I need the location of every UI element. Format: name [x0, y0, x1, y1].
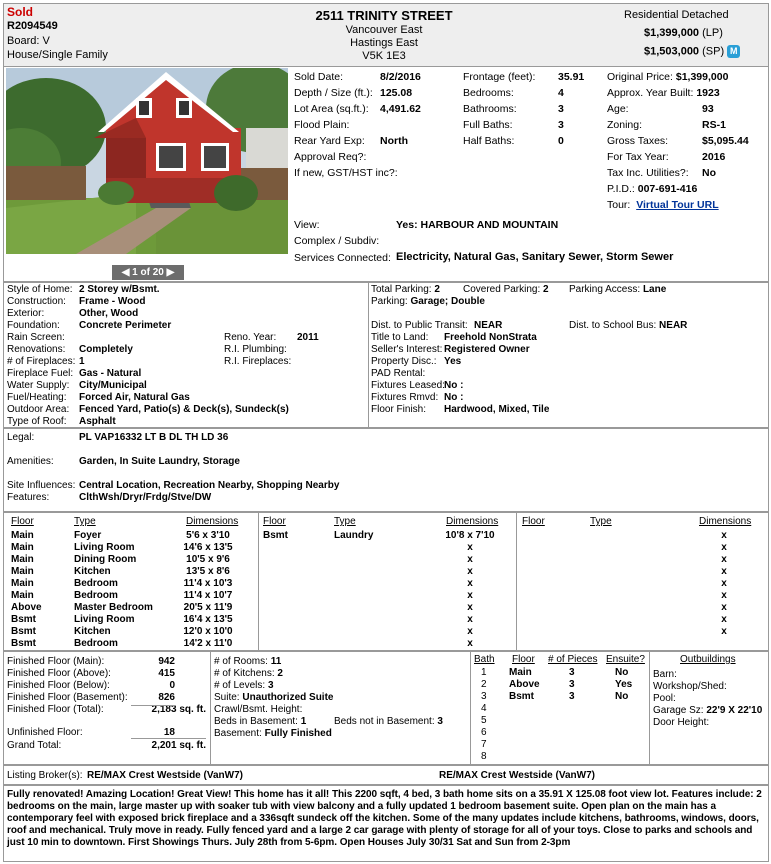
outbuildings-title: Outbuildings: [680, 654, 736, 665]
original-price-label: Original Price:: [607, 71, 673, 83]
virtual-tour-link[interactable]: Virtual Tour URL: [636, 199, 719, 211]
covered-parking: 2: [543, 284, 549, 295]
beds-basement: 1: [300, 716, 307, 727]
detail-label: Outdoor Area:: [7, 404, 70, 415]
year-built: 1923: [696, 87, 720, 99]
fixtures-rmvd-label: Fixtures Rmvd:: [371, 392, 439, 403]
room-type: Kitchen: [74, 626, 111, 637]
room-dimensions: x: [467, 614, 473, 625]
half-baths-label: Half Baths:: [463, 135, 515, 147]
room-type: Laundry: [334, 530, 374, 541]
rooms-divider-2: [516, 512, 517, 651]
mls-number: R2094549: [7, 20, 58, 32]
tax-utilities: No: [702, 167, 716, 179]
full-baths-label: Full Baths:: [463, 119, 513, 131]
area-value: 826: [158, 692, 175, 703]
bath-number: 5: [481, 715, 487, 726]
depth: 125.08: [380, 87, 413, 99]
bath-number: 7: [481, 739, 487, 750]
room-dimensions: x: [721, 590, 727, 601]
room-floor: Main: [11, 530, 34, 541]
house-image: [6, 68, 288, 254]
amenities: Garden, In Suite Laundry, Storage: [79, 456, 240, 467]
detail-label: Fuel/Heating:: [7, 392, 67, 403]
seller-interest-label: Seller's Interest:: [371, 344, 443, 355]
tax-utilities-label: Tax Inc. Utilities?:: [607, 167, 689, 179]
original-price-row: [607, 71, 728, 83]
reno-year-label: Reno. Year:: [224, 332, 277, 343]
street-address: 2511 TRINITY STREET: [315, 8, 453, 23]
school-bus: NEAR: [659, 320, 688, 331]
area-label: Finished Floor (Above):: [7, 668, 111, 679]
parking-access-label: Parking Access:: [569, 284, 641, 295]
room-floor: Bsmt: [11, 614, 37, 625]
tax-year-label: For Tax Year:: [607, 151, 669, 163]
bath-number: 3: [481, 691, 487, 702]
sold-price: $1,503,000: [644, 45, 700, 58]
sold-price-label: (SP): [702, 45, 725, 58]
school-bus-row: [569, 320, 687, 331]
amenities-label: Amenities:: [7, 456, 54, 467]
room-type: Living Room: [74, 542, 135, 553]
tax-year: 2016: [702, 151, 726, 163]
room-floor: Above: [11, 602, 42, 613]
room-dimensions: x: [721, 542, 727, 553]
beds-not-basement-label: Beds not in Basement:: [334, 716, 435, 727]
room-dimensions: 10'8 x 7'10: [445, 530, 495, 541]
gross-taxes: $5,095.44: [702, 135, 749, 147]
bath-floor: Bsmt: [509, 691, 535, 702]
rooms2-dim-header: Dimensions: [446, 516, 499, 527]
detail-label: Renovations:: [7, 344, 66, 355]
rooms2-type-header: Type: [334, 516, 356, 527]
bathrooms: 3: [558, 103, 564, 115]
city: Vancouver East: [345, 24, 423, 36]
unfinished: 18: [163, 727, 175, 738]
property-photo[interactable]: [6, 68, 288, 254]
room-dimensions: 5'6 x 3'10: [186, 530, 230, 541]
seller-interest: Registered Owner: [444, 344, 530, 355]
detail-value: Fenced Yard, Patio(s) & Deck(s), Sundeck(s): [79, 404, 289, 415]
room-dimensions: x: [721, 578, 727, 589]
room-dimensions: x: [467, 638, 473, 649]
parking-row: [371, 296, 485, 307]
parking-access-row: [569, 284, 666, 295]
room-dimensions: 11'4 x 10'3: [183, 578, 233, 589]
room-type: Living Room: [74, 614, 135, 625]
detail-label: Style of Home:: [7, 284, 73, 295]
depth-label: Depth / Size (ft.):: [294, 87, 373, 99]
sold-date: 8/2/2016: [380, 71, 421, 83]
zoning-label: Zoning:: [607, 119, 643, 131]
room-dimensions: x: [467, 602, 473, 613]
room-floor: Bsmt: [11, 626, 37, 637]
grand-total: 2,201 sq. ft.: [151, 740, 206, 751]
crawl-height-label: Crawl/Bsmt. Height:: [214, 704, 303, 715]
rooms1-type-header: Type: [74, 516, 96, 527]
legal: PL VAP16332 LT B DL TH LD 36: [79, 432, 229, 443]
bath-pieces: 3: [569, 691, 575, 702]
transit-label: Dist. to Public Transit:: [371, 320, 468, 331]
detail-label: Construction:: [7, 296, 66, 307]
room-dimensions: x: [721, 530, 727, 541]
room-type: Dining Room: [74, 554, 137, 565]
pad-rental-label: PAD Rental:: [371, 368, 426, 379]
bath-ensuite: No: [615, 667, 629, 678]
board: Board: V: [7, 35, 50, 47]
fixtures-rmvd: No :: [444, 392, 464, 403]
details-divider: [368, 282, 369, 428]
total-parking-row: [371, 284, 440, 295]
rear-yard: North: [380, 135, 408, 147]
bath-number: 4: [481, 703, 487, 714]
room-dimensions: 11'4 x 10'7: [183, 590, 233, 601]
room-dimensions: 10'5 x 9'6: [186, 554, 230, 565]
legal-label: Legal:: [7, 432, 35, 443]
title-to-land: Freehold NonStrata: [444, 332, 537, 343]
room-floor: Main: [11, 566, 34, 577]
property-disc: Yes: [444, 356, 462, 367]
bath-ensuite: Yes: [615, 679, 633, 690]
area-label: Finished Floor (Below):: [7, 680, 110, 691]
area-underline: [131, 705, 175, 706]
garage-size: 22'9 X 22'10: [706, 705, 763, 716]
original-price: $1,399,000: [675, 71, 729, 83]
room-dimensions: x: [467, 590, 473, 601]
list-price-label: (LP): [702, 27, 723, 39]
rooms-divider-1: [258, 512, 259, 651]
rooms3-type-header: Type: [590, 516, 612, 527]
room-floor: Bsmt: [11, 638, 37, 649]
detail-value: Frame - Wood: [79, 296, 146, 307]
fixtures-leased: No :: [444, 380, 464, 391]
age: 93: [702, 103, 714, 115]
garage-row: [653, 705, 762, 716]
room-dimensions: 13'5 x 8'6: [186, 566, 230, 577]
bath-floor: Main: [509, 667, 532, 678]
room-dimensions: 20'5 x 11'9: [183, 602, 233, 613]
unfinished-label: Unfinished Floor:: [7, 727, 83, 738]
workshop-label: Workshop/Shed:: [653, 681, 727, 692]
rooms1-floor-header: Floor: [11, 516, 34, 527]
room-floor: Main: [11, 554, 34, 565]
frontage: 35.91: [558, 71, 585, 83]
basement: Fully Finished: [264, 728, 332, 739]
sold-price-row: [644, 45, 740, 58]
rear-yard-label: Rear Yard Exp:: [294, 135, 365, 147]
detail-value: Completely: [79, 344, 133, 355]
listing-header: [3, 3, 769, 67]
detail-label: Water Supply:: [7, 380, 70, 391]
property-class: Residential Detached: [624, 9, 729, 21]
status-label: Sold: [7, 5, 33, 19]
detail-value: Forced Air, Natural Gas: [79, 392, 190, 403]
bath-header: Bath: [474, 654, 495, 665]
detail-label: Type of Roof:: [7, 416, 67, 427]
m-badge-icon: M: [727, 45, 740, 58]
lot-area: 4,491.62: [380, 103, 421, 115]
rooms-count-row: [214, 656, 281, 667]
gst-label: If new, GST/HST inc?:: [294, 167, 398, 179]
bath-number: 6: [481, 727, 487, 738]
area: Hastings East: [350, 37, 418, 49]
area-divider-1: [210, 651, 211, 765]
kitchens-label: # of Kitchens:: [214, 668, 275, 679]
frontage-label: Frontage (feet):: [463, 71, 536, 83]
rooms3-floor-header: Floor: [522, 516, 545, 527]
detail-value: City/Municipal: [79, 380, 147, 391]
rooms2-floor-header: Floor: [263, 516, 286, 527]
basement-row: [214, 728, 332, 739]
area-value: 942: [158, 656, 175, 667]
transit: NEAR: [474, 320, 503, 331]
reno-year: 2011: [297, 332, 319, 343]
bedrooms: 4: [558, 87, 564, 99]
ri-fireplaces-label: R.I. Fireplaces:: [224, 356, 292, 367]
bath-pieces: 3: [569, 679, 575, 690]
year-built-row: [607, 87, 720, 99]
services-label: Services Connected:: [294, 252, 391, 264]
total-parking-label: Total Parking:: [371, 284, 432, 295]
bath-ensuite: No: [615, 691, 629, 702]
rooms3-dim-header: Dimensions: [699, 516, 752, 527]
beds-not-basement: 3: [437, 716, 443, 727]
year-built-label: Approx. Year Built:: [607, 87, 694, 99]
detail-label: Fireplace Fuel:: [7, 368, 74, 379]
levels-row: [214, 680, 274, 691]
broker-1: RE/MAX Crest Westside (VanW7): [87, 770, 243, 781]
floor-finish: Hardwood, Mixed, Tile: [444, 404, 550, 415]
list-price-row: [644, 27, 723, 39]
levels-label: # of Levels:: [214, 680, 266, 691]
detail-label: Rain Screen:: [7, 332, 65, 343]
detail-label: # of Fireplaces:: [7, 356, 76, 367]
pool-label: Pool:: [653, 693, 676, 704]
approval-label: Approval Req?:: [294, 151, 367, 163]
bath-number: 1: [481, 667, 487, 678]
title-label: Title to Land:: [371, 332, 429, 343]
bath-floor-header: Floor: [512, 654, 535, 665]
property-disc-label: Property Disc.:: [371, 356, 437, 367]
covered-parking-label: Covered Parking:: [463, 284, 541, 295]
detail-value: Gas - Natural: [79, 368, 142, 379]
area-divider-3: [649, 651, 650, 765]
room-type: Kitchen: [74, 566, 111, 577]
beds-basement-row: [214, 716, 306, 727]
room-dimensions: x: [467, 542, 473, 553]
property-type: House/Single Family: [7, 49, 108, 61]
photo-pager[interactable]: ◀ 1 of 20 ▶: [112, 265, 184, 280]
public-remarks: Fully renovated! Amazing Location! Great View! This home has it all! This 2200 sqft, 4 bed, 3 bath home sits on a 35.91 X 125.08 foot view lot. Features include: 2 bedrooms on the main, large master up with soaker tub with view balcony and a fully updated 1 bedroom basement suite. Open plan on the main has a contemporary feel with exposed brick fireplace and a 336sqft sundeck off the kitchen. Some of the many updates include kitchens, bathrooms, windows, doors, roof and mechanical. Truly move in ready. Fully fenced yard and a large 2 car garage with plenty of storage for all of your toys. Close to parks and schools and just 10 min to downtown. First Showings Thurs. July 28th from 5-6pm. Open Houses July 30/31 Sat and Sun from 2-3pm: [7, 789, 762, 848]
bath-floor: Above: [509, 679, 540, 690]
room-dimensions: x: [721, 602, 727, 613]
flood-plain-label: Flood Plain:: [294, 119, 350, 131]
suite-label: Suite:: [214, 692, 240, 703]
room-dimensions: 16'4 x 13'5: [183, 614, 233, 625]
area-label: Finished Floor (Main):: [7, 656, 105, 667]
features: ClthWsh/Dryr/Frdg/Stve/DW: [79, 492, 212, 503]
detail-value: 1: [79, 356, 85, 367]
room-floor: Main: [11, 542, 34, 553]
ri-plumbing-label: R.I. Plumbing:: [224, 344, 287, 355]
floor-finish-label: Floor Finish:: [371, 404, 427, 415]
bedrooms-label: Bedrooms:: [463, 87, 514, 99]
levels: 3: [267, 680, 274, 691]
view: Yes: HARBOUR AND MOUNTAIN: [396, 219, 559, 231]
tour-row: [607, 199, 719, 211]
area-divider-2: [470, 651, 471, 765]
detail-value: Concrete Perimeter: [79, 320, 172, 331]
kitchens-row: [214, 668, 283, 679]
age-label: Age:: [607, 103, 629, 115]
school-bus-label: Dist. to School Bus:: [569, 320, 657, 331]
kitchens: 2: [277, 668, 283, 679]
broker-2: RE/MAX Crest Westside (VanW7): [439, 770, 595, 781]
room-dimensions: x: [467, 566, 473, 577]
grand-total-label: Grand Total:: [7, 740, 62, 751]
barn-label: Barn:: [653, 669, 677, 680]
area-value: 0: [169, 680, 175, 691]
half-baths: 0: [558, 135, 564, 147]
complex-label: Complex / Subdiv:: [294, 235, 380, 247]
room-dimensions: x: [467, 578, 473, 589]
gross-taxes-label: Gross Taxes:: [607, 135, 669, 147]
lot-area-label: Lot Area (sq.ft.):: [294, 103, 369, 115]
door-height-label: Door Height:: [653, 717, 710, 728]
list-price: $1,399,000: [644, 27, 700, 39]
site-influences: Central Location, Recreation Nearby, Shopping Nearby: [79, 480, 340, 491]
beds-basement-label: Beds in Basement:: [214, 716, 298, 727]
room-type: Bedroom: [74, 638, 118, 649]
rooms1-dim-header: Dimensions: [186, 516, 239, 527]
services: Electricity, Natural Gas, Sanitary Sewer, Storm Sewer: [396, 251, 674, 263]
covered-parking-row: [463, 284, 549, 295]
site-influences-label: Site Influences:: [7, 480, 76, 491]
garage-label: Garage Sz:: [653, 705, 704, 716]
room-dimensions: x: [721, 554, 727, 565]
area-label: Finished Floor (Basement):: [7, 692, 128, 703]
postal-code: V5K 1E3: [362, 50, 406, 62]
room-dimensions: 12'0 x 10'0: [183, 626, 233, 637]
features-label: Features:: [7, 492, 50, 503]
parking-access: Lane: [642, 284, 667, 295]
basement-label: Basement:: [214, 728, 262, 739]
room-type: Foyer: [74, 530, 102, 541]
room-type: Bedroom: [74, 590, 118, 601]
view-label: View:: [294, 219, 320, 231]
bathrooms-label: Bathrooms:: [463, 103, 517, 115]
beds-not-basement-row: [334, 716, 443, 727]
pid-label: P.I.D.:: [607, 183, 635, 195]
room-type: Master Bedroom: [74, 602, 153, 613]
zoning: RS-1: [702, 119, 726, 131]
grand-underline: [131, 738, 206, 739]
detail-value: 2 Storey w/Bsmt.: [79, 284, 160, 295]
rooms-count: 11: [270, 656, 282, 667]
room-dimensions: x: [467, 626, 473, 637]
room-dimensions: x: [721, 566, 727, 577]
bath-ensuite-header: Ensuite?: [606, 654, 645, 665]
full-baths: 3: [558, 119, 564, 131]
room-dimensions: 14'2 x 11'0: [183, 638, 233, 649]
parking-label: Parking:: [371, 296, 408, 307]
area-value: 415: [158, 668, 175, 679]
room-floor: Main: [11, 578, 34, 589]
detail-value: Other, Wood: [79, 308, 139, 319]
total-parking: 2: [434, 284, 440, 295]
room-floor: Main: [11, 590, 34, 601]
brokers-label: Listing Broker(s):: [7, 770, 83, 781]
rooms-count-label: # of Rooms:: [214, 656, 268, 667]
suite-row: [214, 692, 333, 703]
pid-row: [607, 183, 697, 195]
suite: Unauthorized Suite: [242, 692, 334, 703]
bath-pieces-header: # of Pieces: [548, 654, 598, 665]
tour-label: Tour:: [607, 199, 631, 211]
bath-number: 8: [481, 751, 487, 762]
room-type: Bedroom: [74, 578, 118, 589]
area-label: Finished Floor (Total):: [7, 704, 104, 715]
detail-label: Foundation:: [7, 320, 60, 331]
room-dimensions: x: [467, 554, 473, 565]
bath-number: 2: [481, 679, 487, 690]
detail-value: Asphalt: [79, 416, 116, 427]
room-dimensions: x: [721, 626, 727, 637]
room-dimensions: x: [721, 614, 727, 625]
bath-pieces: 3: [569, 667, 575, 678]
fixtures-leased-label: Fixtures Leased:: [371, 380, 445, 391]
area-value: 2,183 sq. ft.: [151, 704, 206, 715]
detail-label: Exterior:: [7, 308, 45, 319]
parking: Garage; Double: [410, 296, 485, 307]
pid: 007-691-416: [637, 183, 698, 195]
room-floor: Bsmt: [263, 530, 289, 541]
room-dimensions: 14'6 x 13'5: [183, 542, 233, 553]
sold-date-label: Sold Date:: [294, 71, 344, 83]
